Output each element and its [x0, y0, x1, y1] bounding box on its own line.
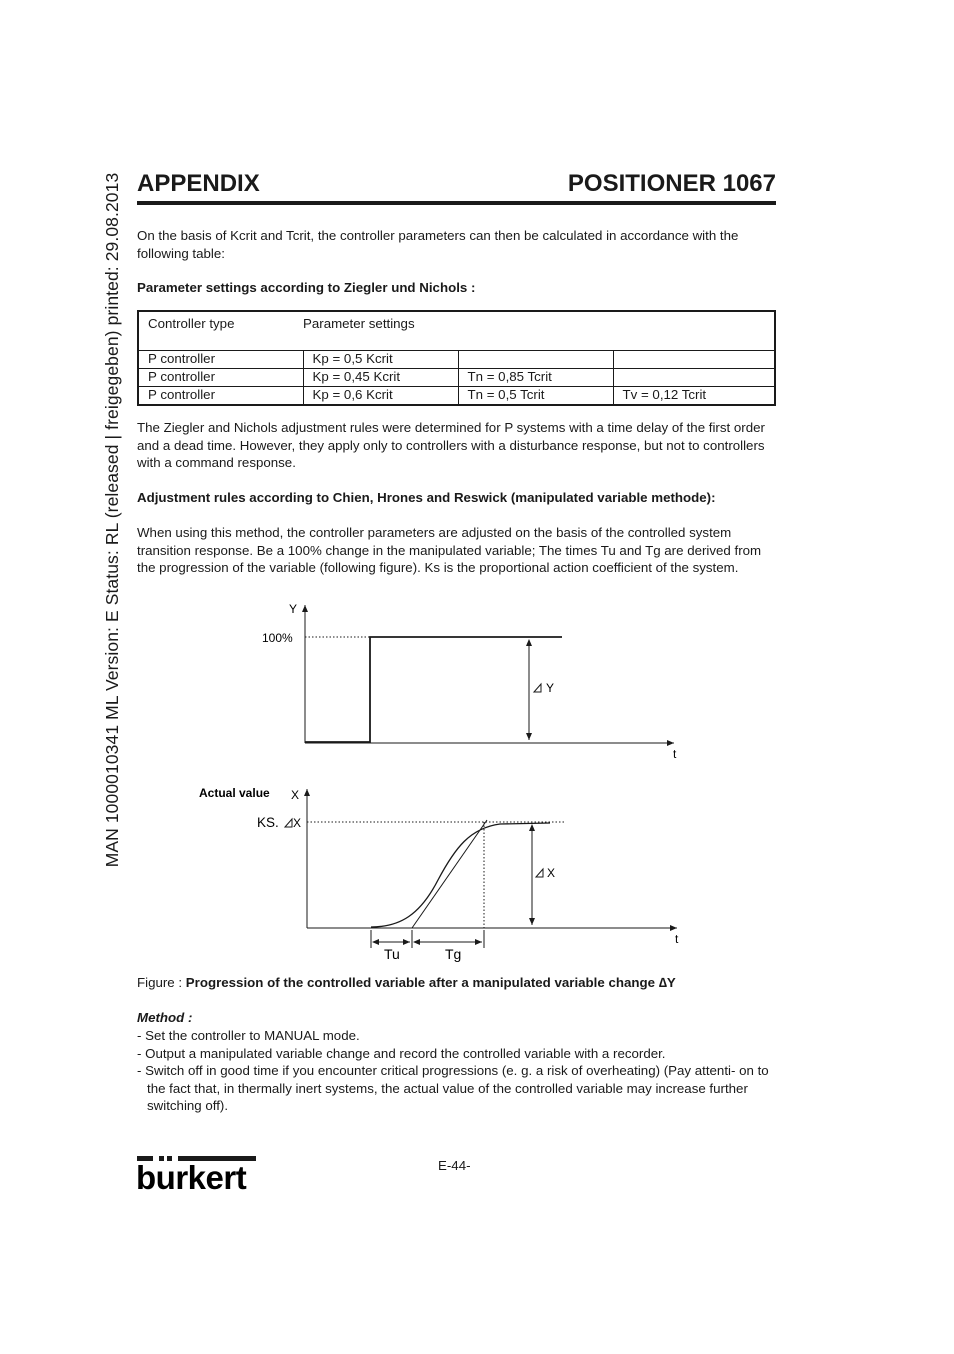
response-curve: [371, 823, 550, 927]
list-item: - Output a manipulated variable change and record the controlled variable with a recorder.: [137, 1045, 666, 1061]
manipulated-variable-plot: [262, 602, 677, 761]
ks-label: KS.: [257, 815, 279, 830]
delta-triangle-icon: [534, 684, 541, 692]
method-heading: Method :: [137, 1010, 193, 1025]
burkert-logo-mark: [136, 1154, 258, 1194]
tg-label: Tg: [445, 946, 462, 962]
actual-value-label: Actual value: [199, 786, 270, 800]
x-axis-label: X: [291, 788, 300, 802]
level-100-label: 100%: [262, 631, 293, 645]
cell-kp: Kp = 0,45 Kcrit: [303, 369, 458, 387]
ks-delta-x-label: X: [293, 816, 302, 830]
chien-hrones-reswick-heading: Adjustment rules according to Chien, Hrones and Reswick (manipulated variable methode):: [137, 490, 716, 505]
document-status-sidebar: MAN 1000010341 ML Version: E Status: RL (released | freigegeben) printed: 29.08.2013: [102, 172, 122, 868]
cell-type: P controller: [138, 351, 303, 369]
y-axis-label: Y: [289, 602, 298, 616]
logo-wordmark: burkert: [136, 1159, 247, 1194]
delta-triangle-icon: [285, 819, 292, 827]
cell-kp: Kp = 0,6 Kcrit: [303, 387, 458, 406]
section-title: APPENDIX: [137, 170, 260, 197]
tu-label: Tu: [384, 946, 400, 962]
delta-x-label: X: [547, 866, 556, 880]
ziegler-nichols-note: The Ziegler and Nichols adjustment rules were determined for P systems with a time delay of the first order and a dead time. However, they apply only to controllers with a disturbance response, but not to controllers with a command response.: [137, 420, 765, 470]
list-item: - Set the controller to MANUAL mode.: [137, 1028, 360, 1043]
burkert-logo: [136, 1154, 258, 1199]
caption-text: Progression of the controlled variable after a manipulated variable change ∆Y: [185, 975, 676, 990]
cell-tv: Tv = 0,12 Tcrit: [613, 387, 775, 406]
method-steps-list: [137, 1027, 776, 1115]
t-axis-label: t: [675, 932, 679, 946]
caption-prefix: Figure :: [137, 975, 183, 990]
delta-triangle-icon: [536, 869, 543, 877]
step-signal-line: [305, 637, 562, 742]
cell-tn: Tn = 0,85 Tcrit: [458, 369, 613, 387]
cell-tn: Tn = 0,5 Tcrit: [458, 387, 613, 406]
header-controller-type: Controller type: [138, 311, 303, 351]
header-parameter-settings: Parameter settings: [303, 311, 775, 351]
list-item: - Switch off in good time if you encounter critical progressions (e. g. a risk of overheating) (Pay attenti- on to the fact that, in thermally inert systems, the actual value of the controlled variable may increase further switching off).: [137, 1063, 769, 1113]
page-number: E-44-: [438, 1158, 471, 1173]
cell-type: P controller: [148, 387, 216, 402]
delta-y-label: Y: [546, 681, 555, 695]
actual-value-plot: [199, 786, 679, 962]
intro-paragraph: On the basis of Kcrit and Tcrit, the controller parameters can then be calculated in accordance with the following table:: [137, 228, 739, 261]
t-axis-label: t: [673, 747, 677, 761]
inflection-tangent-line: [412, 820, 487, 928]
cell-type: P controller: [138, 369, 303, 387]
chr-method-paragraph: When using this method, the controller parameters are adjusted on the basis of the controlled system transition response. Be a 100% change in the manipulated variable; The times Tu and Tg are derived from the progression of the variable (following figure). Ks is the proportional action coefficient of the system.: [137, 525, 762, 575]
cell-kp: Kp = 0,5 Kcrit: [303, 351, 458, 369]
ziegler-nichols-heading: Parameter settings according to Ziegler und Nichols :: [137, 280, 476, 295]
figure-caption: [137, 974, 776, 992]
product-title: POSITIONER 1067: [567, 170, 776, 197]
